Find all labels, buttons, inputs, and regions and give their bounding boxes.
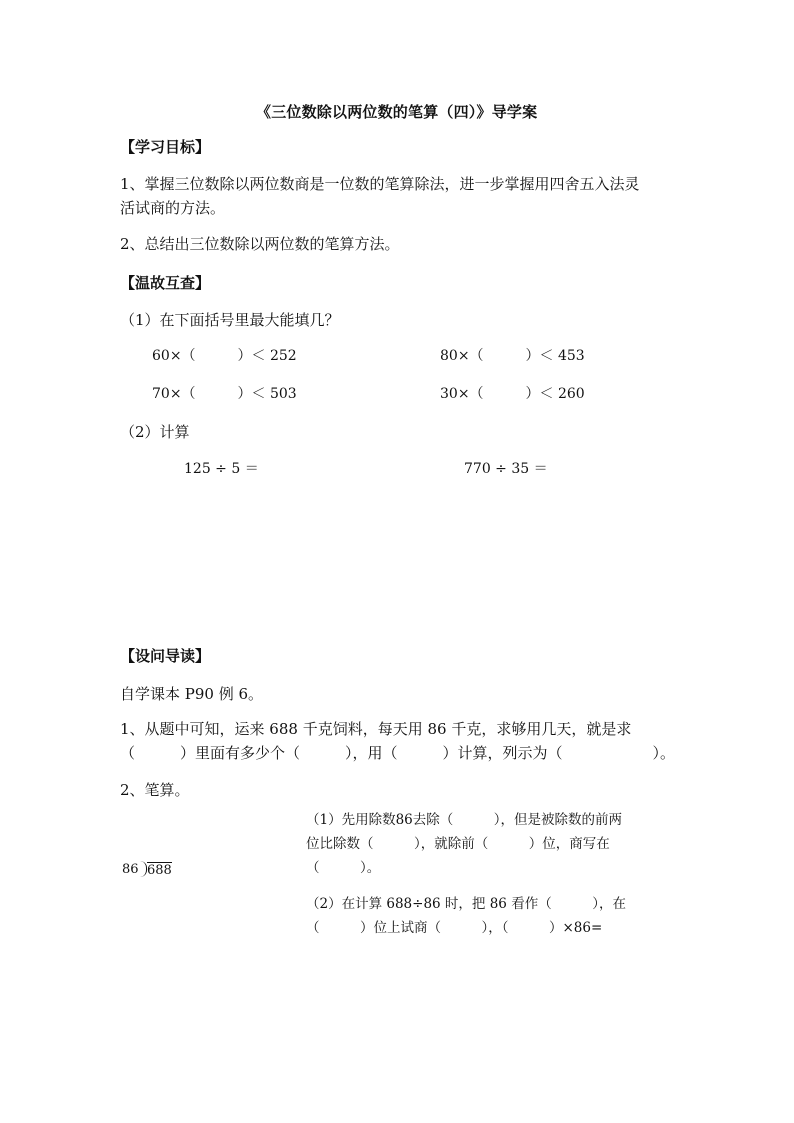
guide-self-study: 自学课本 P90 例 6。 [120,685,264,703]
inequality-4: 30×（ ）＜ 260 [440,386,585,402]
review-question-2: （2）计算 [120,423,190,441]
dividend: 688 [147,863,172,878]
step-1-line-1: （1）先用除数86去除（ ），但是被除数的前两 [306,812,623,828]
goals-item-2: 2、总结出三位数除以两位数的笔算方法。 [120,235,400,253]
division-bracket [140,861,147,877]
inequality-1: 60×（ ）＜ 252 [152,348,297,364]
review-question-1: （1）在下面括号里最大能填几？ [120,311,340,329]
guide-heading: 【设问导读】 [120,647,211,665]
calc-1: 125 ÷ 5 ＝ [184,461,259,477]
step-2-line-2: （ ）位上试商（ ），（ ）×86= [306,920,603,936]
inequality-2: 80×（ ）＜ 453 [440,348,585,364]
step-2-line-1: （2）在计算 688÷86 时，把 86 看作（ ），在 [306,896,626,912]
guide-item-1-line-2: （ ）里面有多少个（ ），用（ ）计算，列示为（ ）。 [120,744,676,762]
step-1-line-2: 位比除数（ ），就除前（ ）位，商写在 [306,836,610,852]
review-heading: 【温故互查】 [120,274,211,292]
document-title: 《三位数除以两位数的笔算（四）》导学案 [256,103,538,121]
guide-item-2: 2、笔算。 [120,781,190,799]
guide-item-1-line-1: 1、从题中可知，运来 688 千克饲料，每天用 86 千克，求够用几天，就是求 [120,720,632,738]
divisor: 86 [122,862,139,877]
goals-heading: 【学习目标】 [120,138,211,156]
calc-2: 770 ÷ 35 ＝ [464,461,548,477]
inequality-3: 70×（ ）＜ 503 [152,386,297,402]
goals-item-1-line-2: 活试商的方法。 [120,199,226,217]
goals-item-1-line-1: 1、掌握三位数除以两位数商是一位数的笔算除法，进一步掌握用四舍五入法灵 [120,175,640,193]
step-1-line-3: （ ）。 [306,860,381,876]
